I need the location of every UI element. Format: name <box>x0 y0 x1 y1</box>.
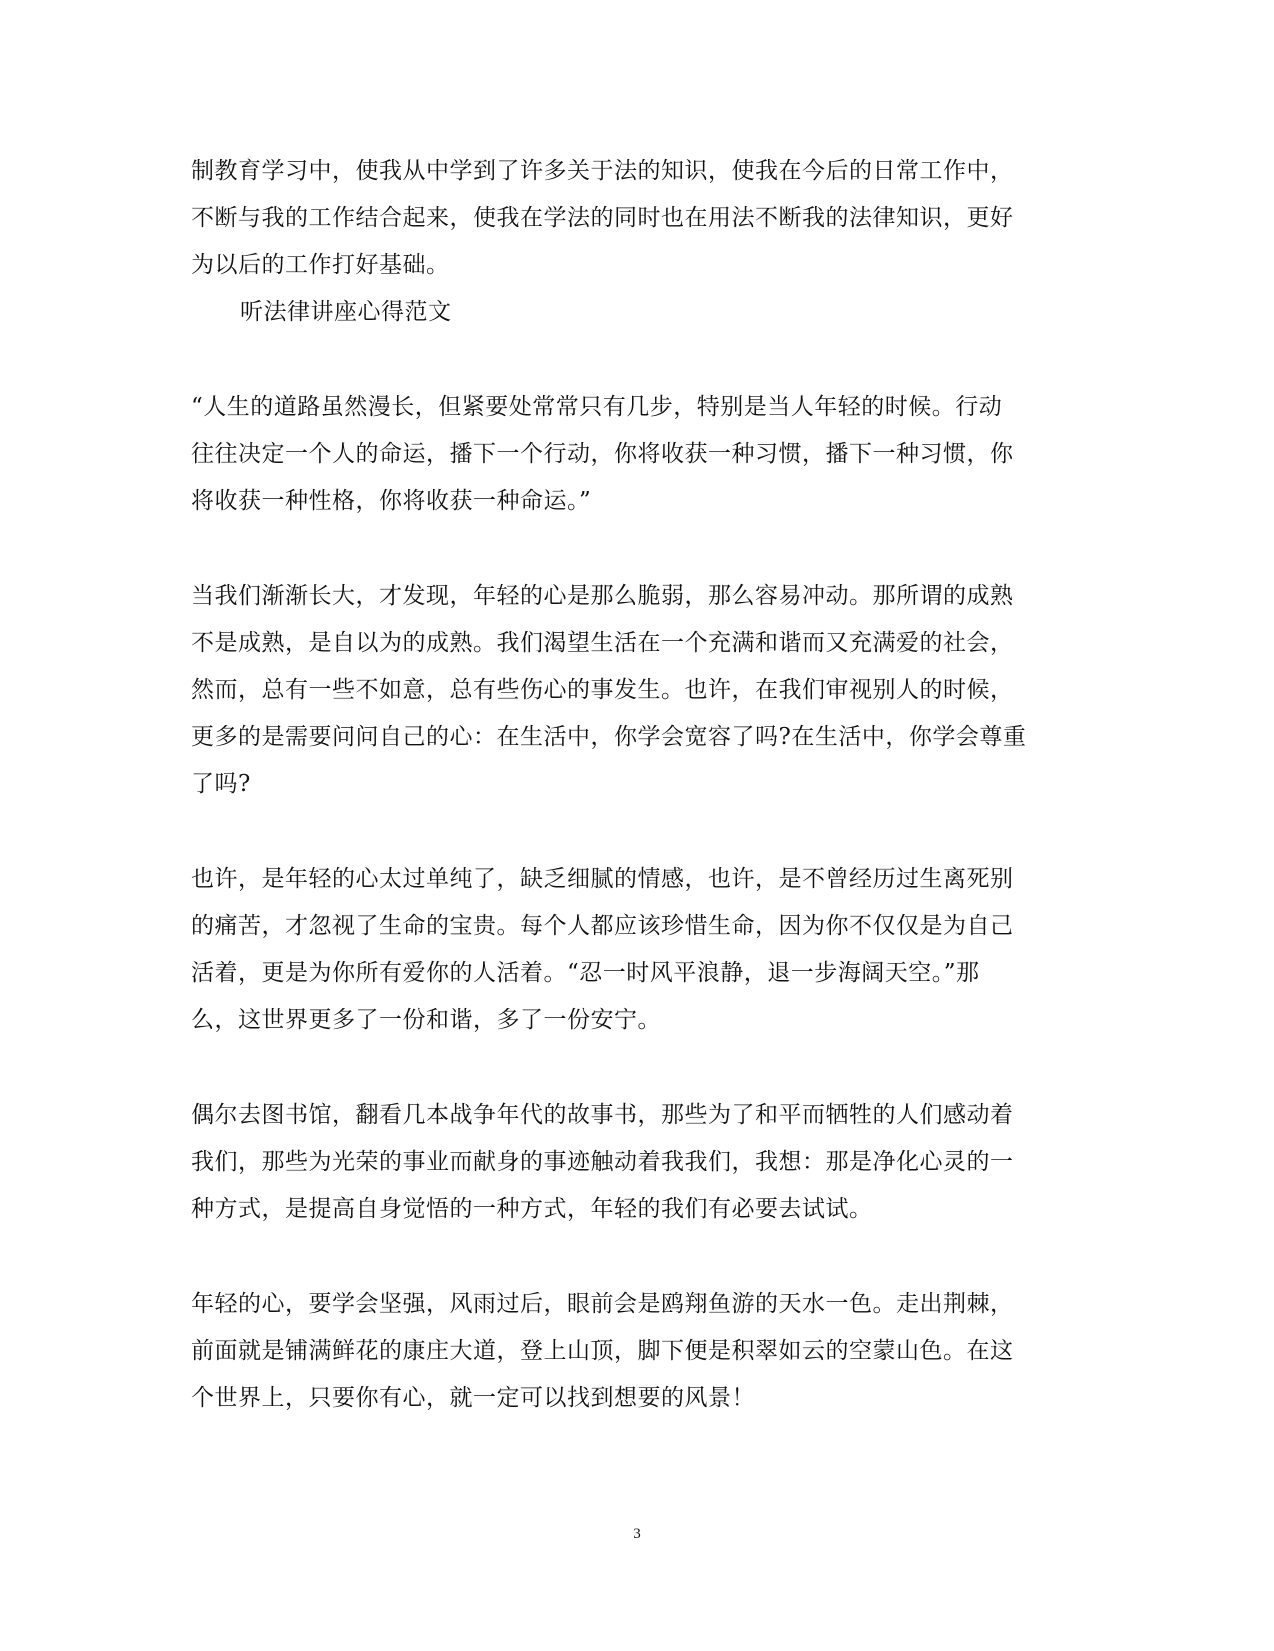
body-text-line: 不是成熟，是自以为的成熟。我们渴望生活在一个充满和谐而又充满爱的社会， <box>191 630 1014 656</box>
body-text-line: 我们，那些为光荣的事业而献身的事迹触动着我我们，我想：那是净化心灵的一 <box>191 1149 1014 1175</box>
section-heading: 听法律讲座心得范文 <box>240 299 452 325</box>
body-text-line: 然而，总有一些不如意，总有些伤心的事发生。也许，在我们审视别人的时候， <box>191 677 1014 703</box>
body-text-line: 个世界上，只要你有心，就一定可以找到想要的风景！ <box>191 1385 755 1411</box>
body-text-line: 为以后的工作打好基础。 <box>191 252 450 278</box>
body-text-line: 更多的是需要问问自己的心：在生活中，你学会宽容了吗?在生活中，你学会尊重 <box>191 724 1027 750</box>
body-text-line: 前面就是铺满鲜花的康庄大道，登上山顶，脚下便是积翠如云的空蒙山色。在这 <box>191 1338 1014 1364</box>
body-text-line: 往往决定一个人的命运，播下一个行动，你将收获一种习惯，播下一种习惯，你 <box>191 441 1014 467</box>
body-text-line: 种方式，是提高自身觉悟的一种方式，年轻的我们有必要去试试。 <box>191 1196 873 1222</box>
body-text-line: 偶尔去图书馆，翻看几本战争年代的故事书，那些为了和平而牺牲的人们感动着 <box>191 1102 1014 1128</box>
body-text-line: 将收获一种性格，你将收获一种命运。” <box>191 488 592 514</box>
body-text-line: 当我们渐渐长大，才发现，年轻的心是那么脆弱，那么容易冲动。那所谓的成熟 <box>191 583 1014 609</box>
body-text-line: “人生的道路虽然漫长，但紧要处常常只有几步，特别是当人年轻的时候。行动 <box>191 394 1003 420</box>
body-text-line: 了吗? <box>191 771 251 797</box>
body-text-line: 制教育学习中，使我从中学到了许多关于法的知识，使我在今后的日常工作中， <box>191 158 1014 184</box>
body-text-line: 的痛苦，才忽视了生命的宝贵。每个人都应该珍惜生命，因为你不仅仅是为自己 <box>191 913 1014 939</box>
body-text-line: 年轻的心，要学会坚强，风雨过后，眼前会是鸥翔鱼游的天水一色。走出荆棘， <box>191 1291 1014 1317</box>
body-text-line: 活着，更是为你所有爱你的人活着。“忍一时风平浪静，退一步海阔天空。”那 <box>191 960 980 986</box>
body-text-line: 也许，是年轻的心太过单纯了，缺乏细腻的情感，也许，是不曾经历过生离死别 <box>191 866 1014 892</box>
body-text-line: 么，这世界更多了一份和谐，多了一份安宁。 <box>191 1007 661 1033</box>
page-number: 3 <box>633 1526 641 1542</box>
body-text-line: 不断与我的工作结合起来，使我在学法的同时也在用法不断我的法律知识，更好 <box>191 205 1014 231</box>
